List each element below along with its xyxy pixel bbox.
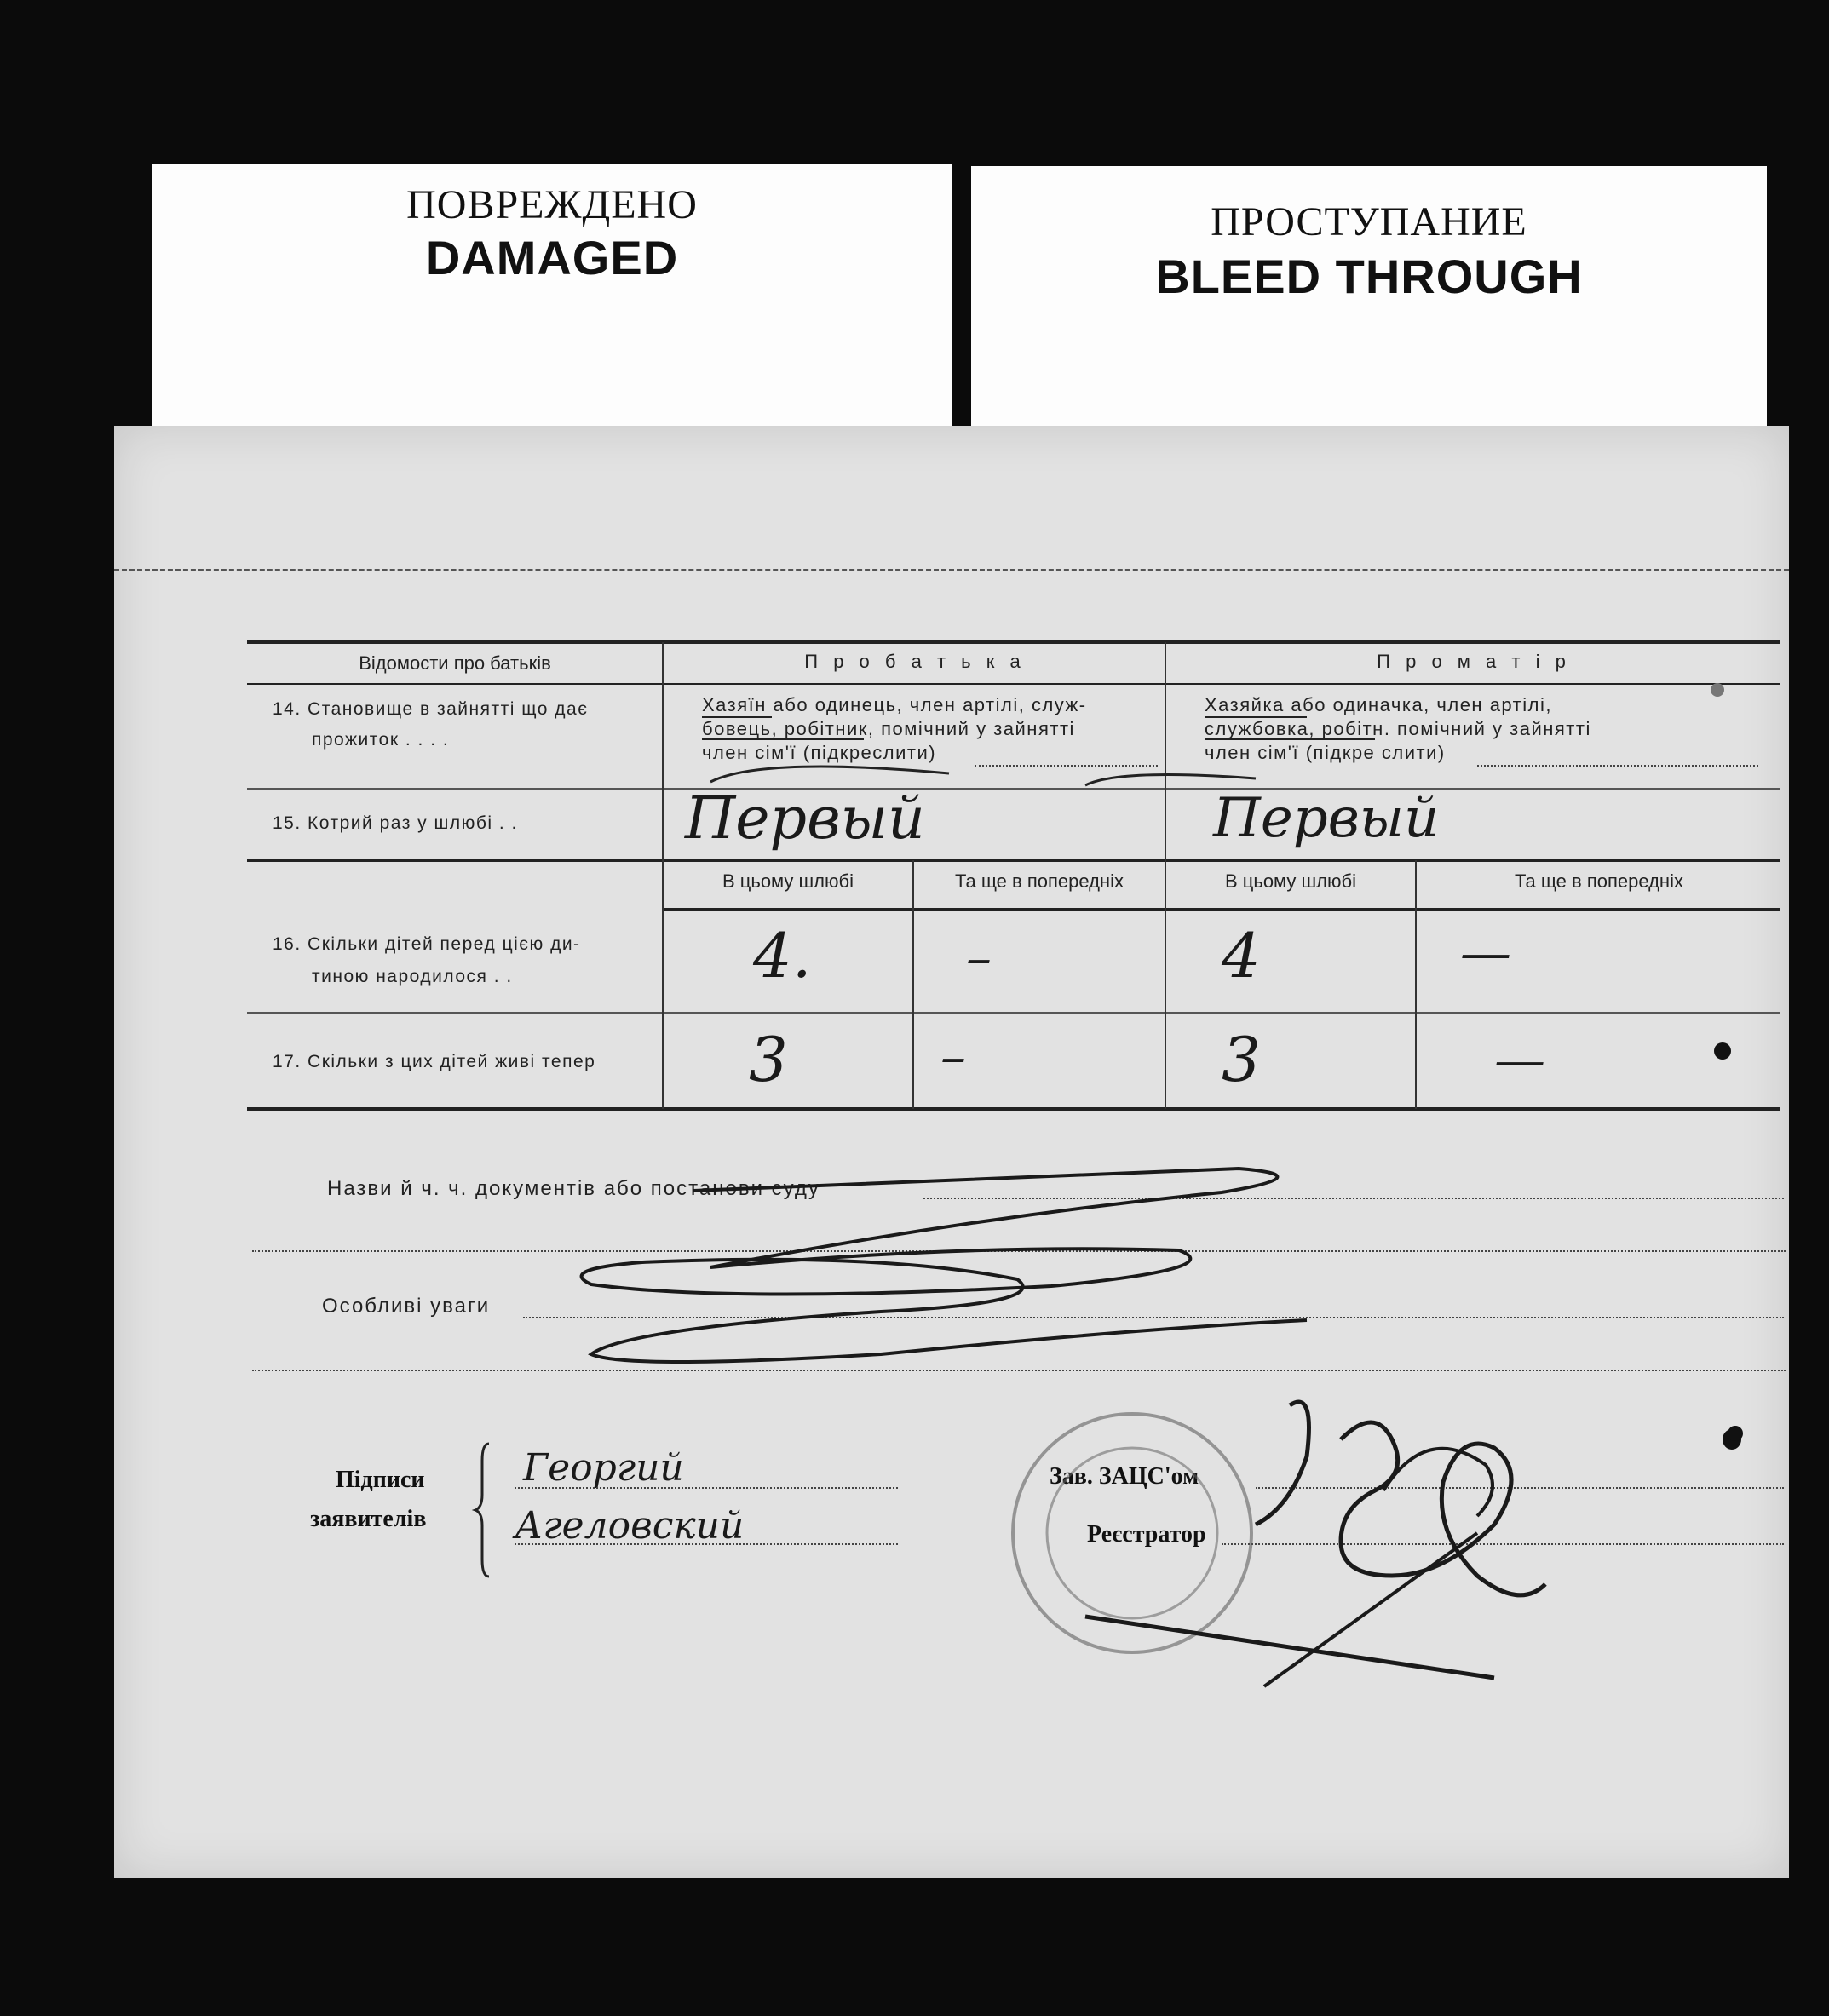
signatures-label-1: Підписи xyxy=(336,1467,425,1493)
damaged-tag xyxy=(152,164,952,428)
row15-mother-value: Первый xyxy=(1213,787,1440,850)
row14-father-1: Хазяїн або одинець, член артілі, служ- xyxy=(702,694,1087,715)
punch-hole-2 xyxy=(1714,1042,1731,1060)
row17-father-this: 3 xyxy=(749,1024,788,1095)
row17-label: 17. Скільки з цих дітей живі тепер xyxy=(273,1052,596,1071)
row17-mother-this: 3 xyxy=(1222,1024,1261,1095)
damaged-tag-en: DAMAGED xyxy=(425,231,679,284)
document-sheet xyxy=(114,426,1789,1878)
row15-label: 15. Котрий раз у шлюбі . . xyxy=(273,813,518,833)
subheader-father-this: В цьому шлюбі xyxy=(722,870,854,892)
punch-hole-4 xyxy=(1728,1426,1743,1441)
bleed-through-tag xyxy=(971,166,1767,437)
row17-mother-prev: — xyxy=(1494,1031,1545,1090)
applicant-signature-1: Георгий xyxy=(523,1446,684,1490)
row14-mother-2: службовка, робітн. помічний у зайнятті xyxy=(1205,718,1591,739)
row14-father-3: член сім'ї (підкреслити) xyxy=(702,742,937,763)
subheader-mother-this: В цьому шлюбі xyxy=(1224,870,1357,892)
bleed-through-tag-en: BLEED THROUGH xyxy=(1155,250,1583,303)
damaged-tag-ru: ПОВРЕЖДЕНО xyxy=(406,182,698,227)
row14-father-2: бовець, робітник, помічний у зайнятті xyxy=(702,718,1075,739)
punch-hole-3 xyxy=(1711,683,1724,697)
row14-label-2: прожиток . . . . xyxy=(312,730,450,750)
head-label: Зав. ЗАЦС'ом xyxy=(1050,1463,1199,1490)
row17-father-prev: – xyxy=(940,1027,966,1087)
registrar-label: Реєстратор xyxy=(1087,1521,1206,1548)
documents-label: Назви й ч. ч. документів або постанови суду xyxy=(327,1177,820,1200)
header-father: П р о б а т ь к а xyxy=(804,651,1026,672)
row16-father-prev: – xyxy=(966,928,992,988)
row14-label-1: 14. Становище в зайнятті що дає xyxy=(273,699,589,719)
row14-mother-1: Хазяйка або одиначка, член артілі, xyxy=(1205,694,1552,715)
row16-father-this: 4. xyxy=(753,920,812,991)
row16-label-2: тиною народилося . . xyxy=(312,967,513,986)
subheader-father-prev: Та ще в попередніх xyxy=(955,870,1124,892)
header-mother: П р о м а т і р xyxy=(1377,651,1571,672)
header-parents-info: Відомости про батьків xyxy=(359,652,551,674)
row16-mother-prev: — xyxy=(1460,923,1511,983)
ink-marks xyxy=(114,426,1789,1878)
subheader-mother-prev: Та ще в попередніх xyxy=(1515,870,1683,892)
bleed-through-tag-ru: ПРОСТУПАНИЕ xyxy=(1211,199,1527,244)
official-stamp xyxy=(1013,1414,1251,1652)
row14-mother-3: член сім'ї (підкре слити) xyxy=(1205,742,1446,763)
row16-label-1: 16. Скільки дітей перед цією ди- xyxy=(273,934,581,954)
applicant-signature-2: Агеловский xyxy=(515,1504,745,1548)
row16-mother-this: 4 xyxy=(1222,920,1261,991)
row15-father-value: Первый xyxy=(685,785,925,853)
signatures-label-2: заявителів xyxy=(310,1506,427,1532)
remarks-label: Особливі уваги xyxy=(322,1295,491,1318)
